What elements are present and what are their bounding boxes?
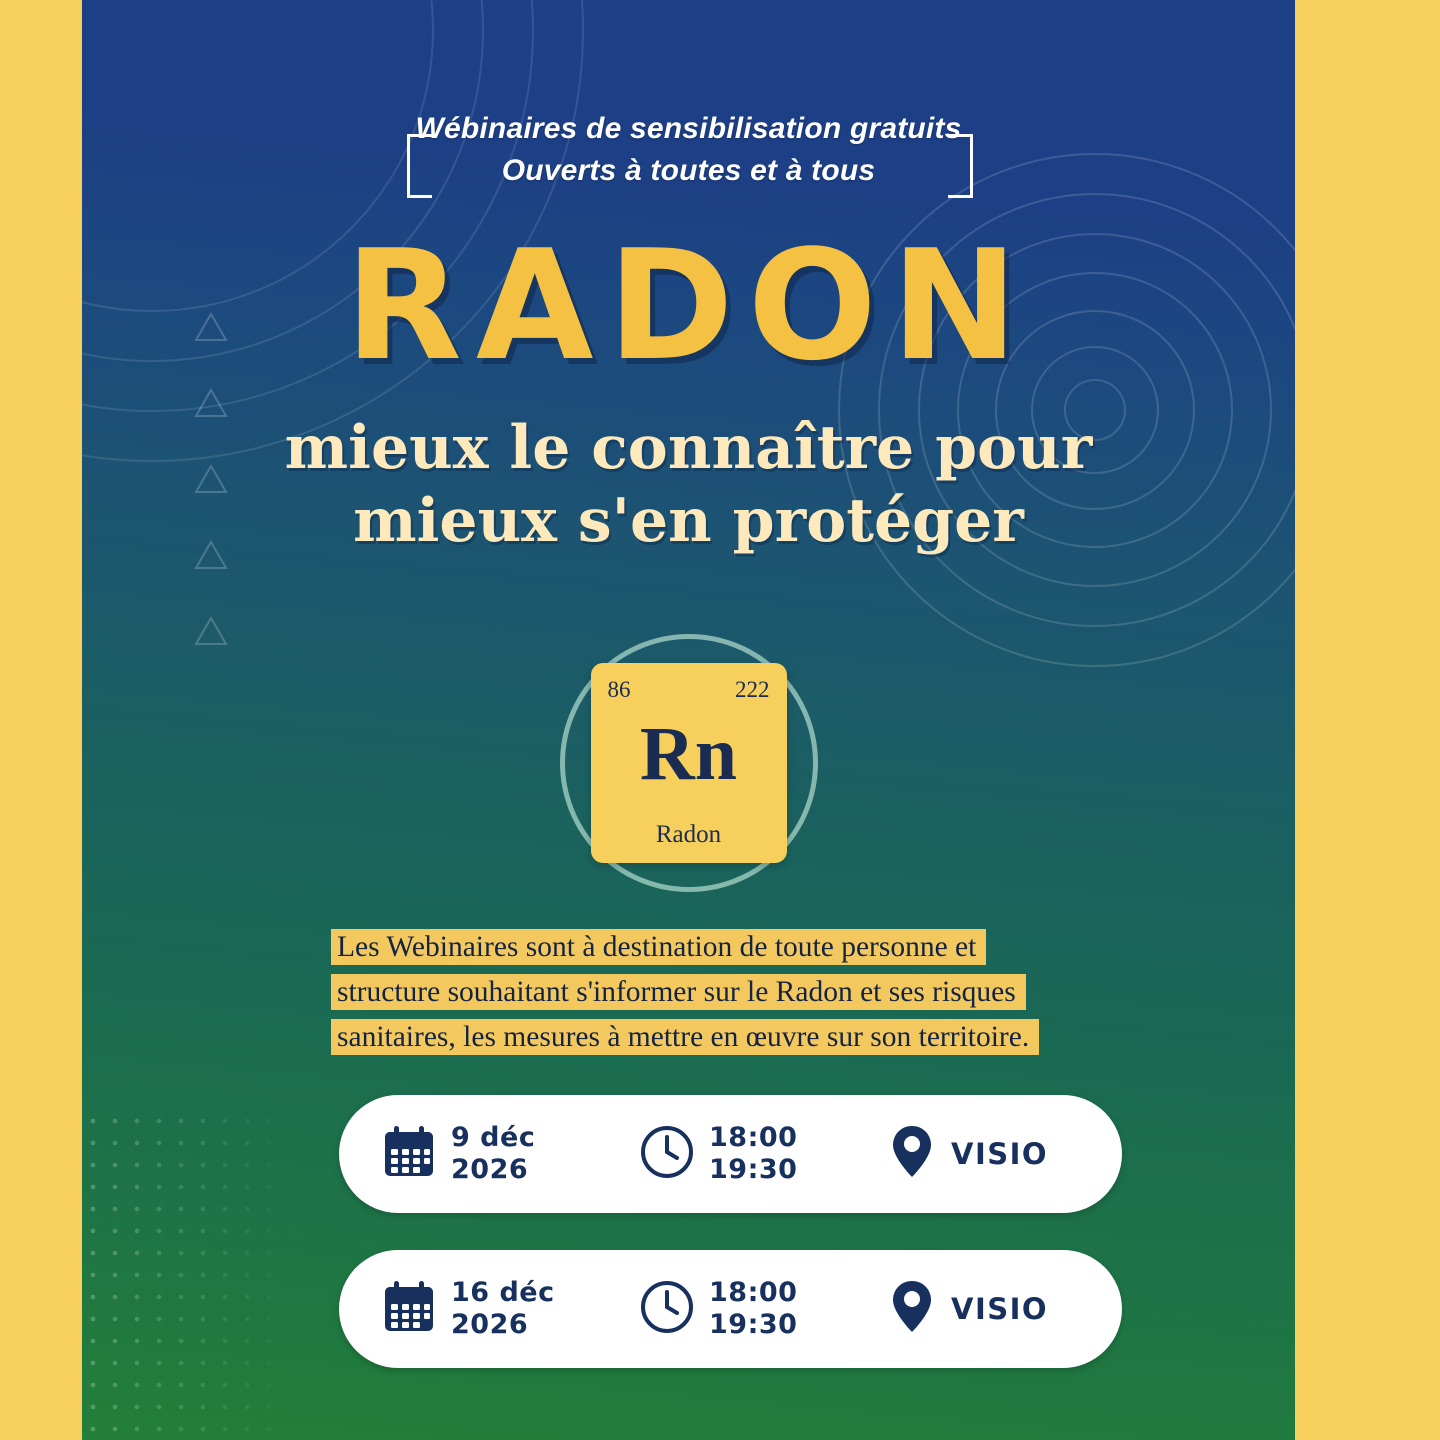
page-title: RADON <box>344 217 1033 394</box>
session-date-text <box>451 1277 555 1341</box>
left-border-band <box>0 0 82 1440</box>
element-symbol: Rn <box>639 711 738 796</box>
calendar-icon <box>381 1124 437 1185</box>
bracket-right <box>948 134 973 198</box>
description-line-1: Les Webinaires sont à destination de toute personne et <box>337 931 977 963</box>
session-date <box>381 1122 639 1186</box>
session-date-line-1: 16 déc <box>451 1277 555 1309</box>
subtitle-line-1: mieux le connaître pour <box>284 413 1093 483</box>
header-line-2: Ouverts à toutes et à tous <box>501 154 876 187</box>
session-time-text <box>709 1277 797 1341</box>
header-line-1: Wébinaires de sensibilisation gratuits <box>415 112 962 145</box>
description-paragraph <box>337 925 1037 1059</box>
subtitle-line-2: mieux s'en protéger <box>353 486 1024 557</box>
session-time <box>639 1122 887 1186</box>
poster-canvas <box>82 0 1295 1440</box>
session-location <box>887 1278 1048 1341</box>
description-line-3: sanitaires, les mesures à mettre en œuvre sur son territoire. <box>337 1020 1030 1053</box>
calendar-icon <box>381 1279 437 1340</box>
bracket-left <box>407 134 432 198</box>
session-time-end: 19:30 <box>709 1154 798 1185</box>
dot-pattern <box>82 1110 342 1440</box>
element-name: Radon <box>655 820 722 848</box>
mass-number: 222 <box>735 676 770 702</box>
page-subtitle <box>82 412 1295 558</box>
clock-icon <box>639 1279 695 1340</box>
map-pin-icon <box>887 1278 937 1341</box>
triangle-icon <box>194 616 228 646</box>
session-date <box>381 1277 639 1341</box>
session-time <box>639 1277 887 1341</box>
header-bracket-block <box>82 108 1295 192</box>
right-border-band <box>1295 0 1440 1440</box>
session-card[interactable] <box>339 1095 1122 1213</box>
session-date-text <box>451 1122 535 1186</box>
session-time-end: 19:30 <box>709 1309 798 1340</box>
session-location <box>887 1123 1048 1186</box>
map-pin-icon <box>887 1123 937 1186</box>
session-location-text: VISIO <box>951 1292 1049 1326</box>
session-time-text <box>709 1122 797 1186</box>
session-date-line-2: 2026 <box>451 1309 529 1340</box>
element-badge <box>564 620 814 905</box>
description-line-2: structure souhaitant s'informer sur le Radon et ses risques <box>337 975 1016 1008</box>
clock-icon <box>639 1124 695 1185</box>
element-tile <box>591 663 787 863</box>
atomic-number: 86 <box>607 676 631 702</box>
session-time-start: 18:00 <box>709 1122 798 1154</box>
session-card[interactable] <box>339 1250 1122 1368</box>
session-date-line-2: 2026 <box>451 1154 529 1185</box>
session-location-text: VISIO <box>951 1137 1049 1171</box>
session-time-start: 18:00 <box>709 1277 798 1309</box>
session-date-line-1: 9 déc <box>451 1122 536 1154</box>
